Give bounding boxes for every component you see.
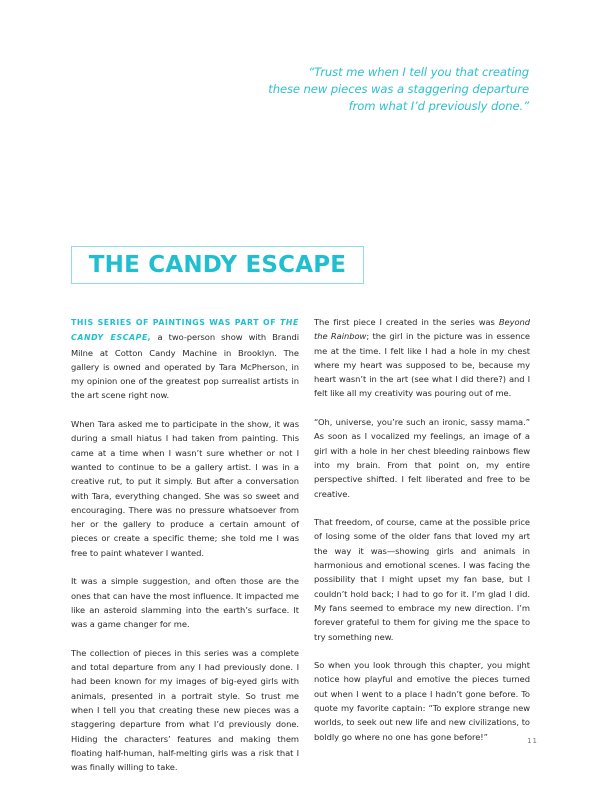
right-text-column <box>314 315 530 758</box>
paragraph: “Oh, universe, you’re such an ironic, sassy mama.” As soon as I vocalized my feelings, an image of a girl with a hole in her chest bleeding rainbows flew into my brain. From that point on, my entire perspective shifted. I felt liberated and free to be creative. <box>314 417 530 499</box>
left-text-column <box>71 315 299 789</box>
paragraph <box>71 315 299 403</box>
paragraph: So when you look through this chapter, you might notice how playful and emotive the pieces turned out when I went to a place I hadn’t gone before. To quote my favorite captain: “To explore strange new worlds, to seek out new life and new civilizations, to boldly go where no one has gone before!” <box>314 660 530 742</box>
paragraph-text: ; the girl in the picture was in essence me at the time. I felt like I had a hole in my chest where my heart was supposed to be, because my heart wasn’t in the art (see what I did there?) and I felt like all my creativity was pouring out of me. <box>314 331 530 399</box>
lead-in-text: THIS SERIES OF PAINTINGS WAS PART OF <box>71 318 281 327</box>
chapter-title: THE CANDY ESCAPE <box>88 252 347 278</box>
paragraph: The collection of pieces in this series was a complete and total departure from any I had previously done. I had been known for my images of big-eyed girls with animals, presented in a portrait style. So trust me when I tell you that creating these new pieces was a staggering departure from what I’d previously done. Hiding the characters’ features and making them floating half-human, half-melting girls was a risk that I was finally willing to take. <box>71 647 299 773</box>
paragraph-text: The first piece I created in the series was <box>314 317 499 327</box>
lead-in-title: THE CANDY ESCAPE, <box>71 318 299 343</box>
page-number: 11 <box>527 737 538 745</box>
pull-quote-line: these new pieces was a staggering departure <box>268 82 529 96</box>
paragraph <box>314 315 530 401</box>
artwork-title: Beyond the Rainbow <box>314 317 530 342</box>
pull-quote <box>229 64 529 115</box>
paragraph: It was a simple suggestion, and often those are the ones that can have the most influence. It impacted me like an asteroid slamming into the earth’s surface. It was a game changer for me. <box>71 576 299 630</box>
paragraph: When Tara asked me to participate in the show, it was during a small hiatus I had taken from painting. This came at a time when I wasn’t sure whether or not I wanted to continue to be a gallery artist. I was in a creative rut, to put it simply. But after a conversation with Tara, everything changed. She was so sweet and encouraging. There was no pressure whatsoever from her or the gallery to produce a certain amount of pieces or create a specific theme; she told me I was free to paint whatever I wanted. <box>71 419 299 558</box>
paragraph: That freedom, of course, came at the possible price of losing some of the older fans that loved my art the way it was—showing girls and animals in harmonious and emotional scenes. I was facing the possibility that I might upset my fan base, but I couldn’t hold back; I had to go for it. I’m glad I did. My fans seemed to embrace my new direction. I’m forever grateful to them for giving me the space to try something new. <box>314 517 530 642</box>
pull-quote-line: from what I’d previously done.” <box>348 99 529 113</box>
pull-quote-line: “Trust me when I tell you that creating <box>308 65 529 79</box>
paragraph-text: a two-person show with Brandi Milne at Cotton Candy Machine in Brooklyn. The gallery is owned and operated by Tara McPherson, in my opinion one of the greatest pop surrealist artists in the art scene right now. <box>71 332 299 401</box>
chapter-heading-box <box>71 246 364 284</box>
